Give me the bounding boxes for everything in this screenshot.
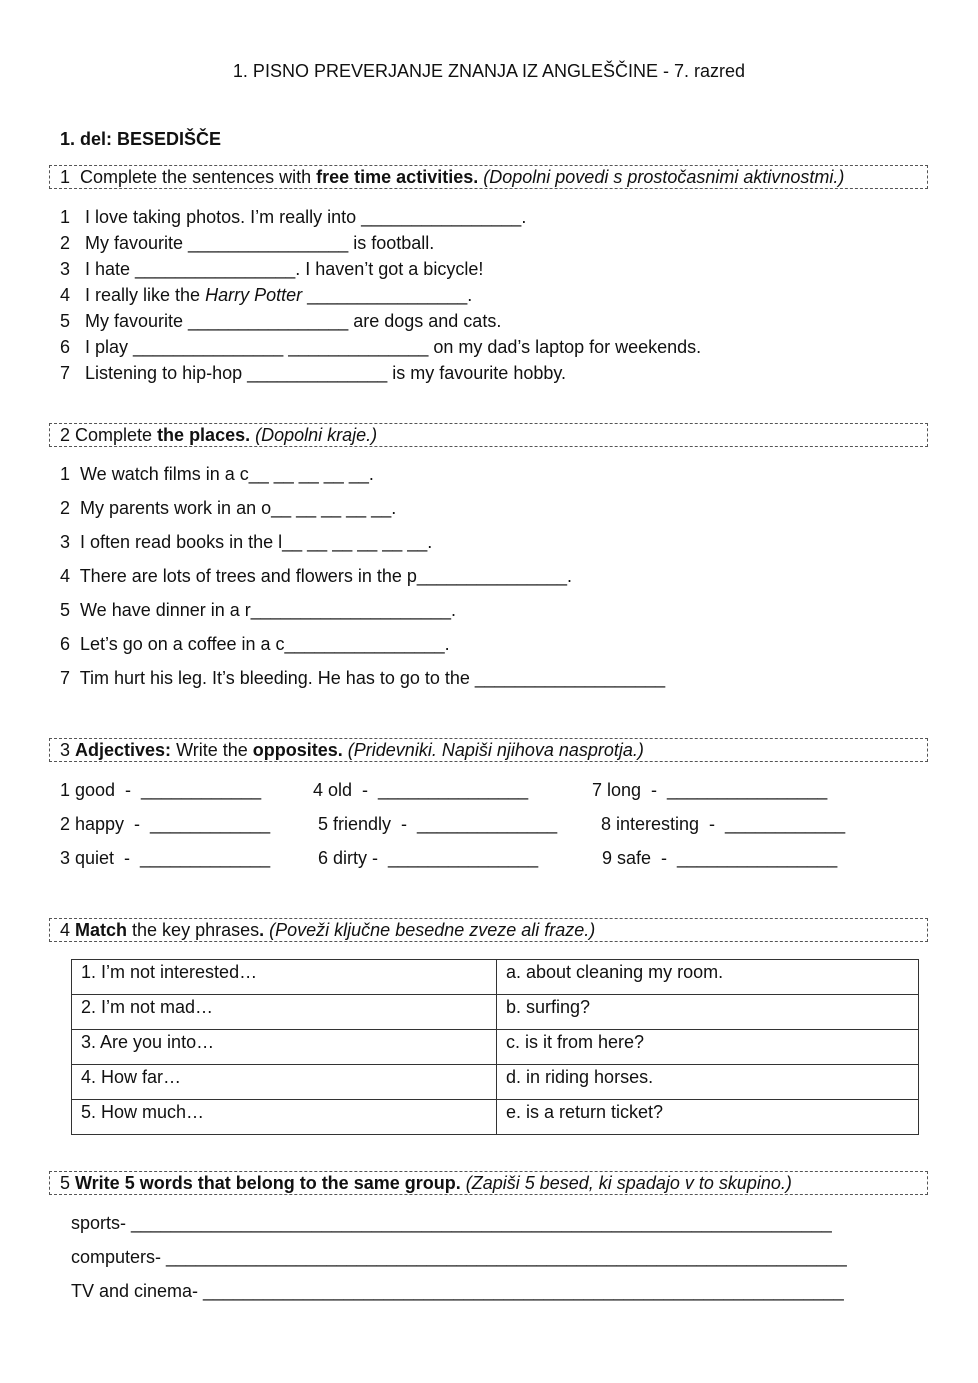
part-heading: 1. del: BESEDIŠČE bbox=[60, 129, 222, 149]
exercise-4-instruction bbox=[49, 918, 928, 942]
ex3-instruction-bold-2: opposites. bbox=[252, 740, 343, 760]
ex2-instruction-italic: (Dopolni kraje.) bbox=[255, 425, 378, 445]
ex5-line-computers: computers- ____________________________________________________________________ bbox=[71, 1247, 847, 1267]
match-left-cell: 3. Are you into… bbox=[72, 1030, 497, 1065]
table-row bbox=[72, 960, 919, 995]
ex5-line-sports: sports- ______________________________________________________________________ bbox=[71, 1213, 832, 1233]
table-row bbox=[72, 1030, 919, 1065]
match-right-cell: b. surfing? bbox=[497, 995, 919, 1030]
ex1-line-2: 2 My favourite ________________ is football. bbox=[60, 233, 435, 253]
table-row bbox=[72, 1100, 919, 1135]
ex5-instruction-italic: (Zapiši 5 besed, ki spadajo v to skupino.) bbox=[465, 1173, 792, 1193]
ex3-item-8: 8 interesting - ____________ bbox=[601, 814, 846, 834]
ex1-line-7: 7 Listening to hip-hop ______________ is my favourite hobby. bbox=[60, 363, 567, 383]
ex2-line-4: 4 There are lots of trees and flowers in the p_______________. bbox=[60, 566, 573, 586]
ex3-item-9: 9 safe - ________________ bbox=[602, 848, 838, 868]
match-table bbox=[71, 959, 919, 1135]
ex5-instruction-bold: Write 5 words that belong to the same group. bbox=[75, 1173, 461, 1193]
ex2-instruction-text: 2 Complete bbox=[60, 425, 158, 445]
ex3-item-7: 7 long - ________________ bbox=[592, 780, 828, 800]
ex5-line-tv-cinema: TV and cinema- ________________________________________________________________ bbox=[71, 1281, 844, 1301]
match-left-cell: 4. How far… bbox=[72, 1065, 497, 1100]
match-left-cell: 5. How much… bbox=[72, 1100, 497, 1135]
exercise-5-instruction bbox=[49, 1171, 928, 1195]
ex3-item-1: 1 good - ____________ bbox=[60, 780, 262, 800]
ex2-instruction-bold: the places. bbox=[157, 425, 251, 445]
ex4-instruction-text: the key phrases bbox=[127, 920, 260, 940]
match-left-cell: 2. I’m not mad… bbox=[72, 995, 497, 1030]
ex2-line-5: 5 We have dinner in a r____________________. bbox=[60, 600, 456, 620]
ex2-line-2: 2 My parents work in an o__ __ __ __ __. bbox=[60, 498, 397, 518]
ex1-line-1: 1 I love taking photos. I’m really into ________________. bbox=[60, 207, 527, 227]
exercise-1-instruction bbox=[49, 165, 928, 189]
ex4-instruction-bold: Match bbox=[75, 920, 128, 940]
ex4-instruction-italic: (Poveži ključne besedne zveze ali fraze.) bbox=[269, 920, 596, 940]
ex3-item-4: 4 old - _______________ bbox=[313, 780, 529, 800]
page-title: 1. PISNO PREVERJANJE ZNANJA IZ ANGLEŠČINE - 7. razred bbox=[232, 61, 746, 81]
ex3-instruction-num: 3 bbox=[60, 740, 76, 760]
table-row bbox=[72, 995, 919, 1030]
match-right-cell: d. in riding horses. bbox=[497, 1065, 919, 1100]
ex3-instruction-italic: (Pridevniki. Napiši njihova nasprotja.) bbox=[347, 740, 644, 760]
ex3-item-6: 6 dirty - _______________ bbox=[318, 848, 539, 868]
ex3-instruction-text: Write the bbox=[171, 740, 253, 760]
match-left-cell: 1. I’m not interested… bbox=[72, 960, 497, 995]
ex4-instruction-num: 4 bbox=[60, 920, 76, 940]
ex1-instruction-bold: free time activities. bbox=[316, 167, 479, 187]
ex5-instruction-num: 5 bbox=[60, 1173, 76, 1193]
ex1-line-4-blank: ________________. bbox=[302, 285, 473, 305]
ex3-instruction-bold-1: Adjectives: bbox=[75, 740, 172, 760]
ex1-line-6: 6 I play _______________ ______________ on my dad’s laptop for weekends. bbox=[60, 337, 702, 357]
ex2-line-3: 3 I often read books in the l__ __ __ __ __ __. bbox=[60, 532, 433, 552]
ex4-instruction-period: . bbox=[259, 920, 265, 940]
ex2-line-7: 7 Tim hurt his leg. It’s bleeding. He has to go to the ___________________ bbox=[60, 668, 666, 688]
ex3-item-3: 3 quiet - _____________ bbox=[60, 848, 271, 868]
match-right-cell: c. is it from here? bbox=[497, 1030, 919, 1065]
ex1-line-5: 5 My favourite ________________ are dogs and cats. bbox=[60, 311, 502, 331]
ex1-line-4-text: 4 I really like the bbox=[60, 285, 206, 305]
ex1-instruction-italic: (Dopolni povedi s prostočasnimi aktivnostmi.) bbox=[483, 167, 845, 187]
ex3-item-5: 5 friendly - ______________ bbox=[318, 814, 558, 834]
ex1-line-4-italic: Harry Potter bbox=[205, 285, 303, 305]
ex1-instruction-text: 1 Complete the sentences with bbox=[60, 167, 317, 187]
exercise-2-instruction bbox=[49, 423, 928, 447]
exercise-3-instruction bbox=[49, 738, 928, 762]
match-right-cell: a. about cleaning my room. bbox=[497, 960, 919, 995]
ex2-line-1: 1 We watch films in a c__ __ __ __ __. bbox=[60, 464, 374, 484]
ex1-line-3: 3 I hate ________________. I haven’t got a bicycle! bbox=[60, 259, 484, 279]
ex3-item-2: 2 happy - ____________ bbox=[60, 814, 271, 834]
table-row bbox=[72, 1065, 919, 1100]
ex1-line-4 bbox=[60, 284, 472, 306]
ex2-line-6: 6 Let’s go on a coffee in a c________________. bbox=[60, 634, 450, 654]
match-right-cell: e. is a return ticket? bbox=[497, 1100, 919, 1135]
